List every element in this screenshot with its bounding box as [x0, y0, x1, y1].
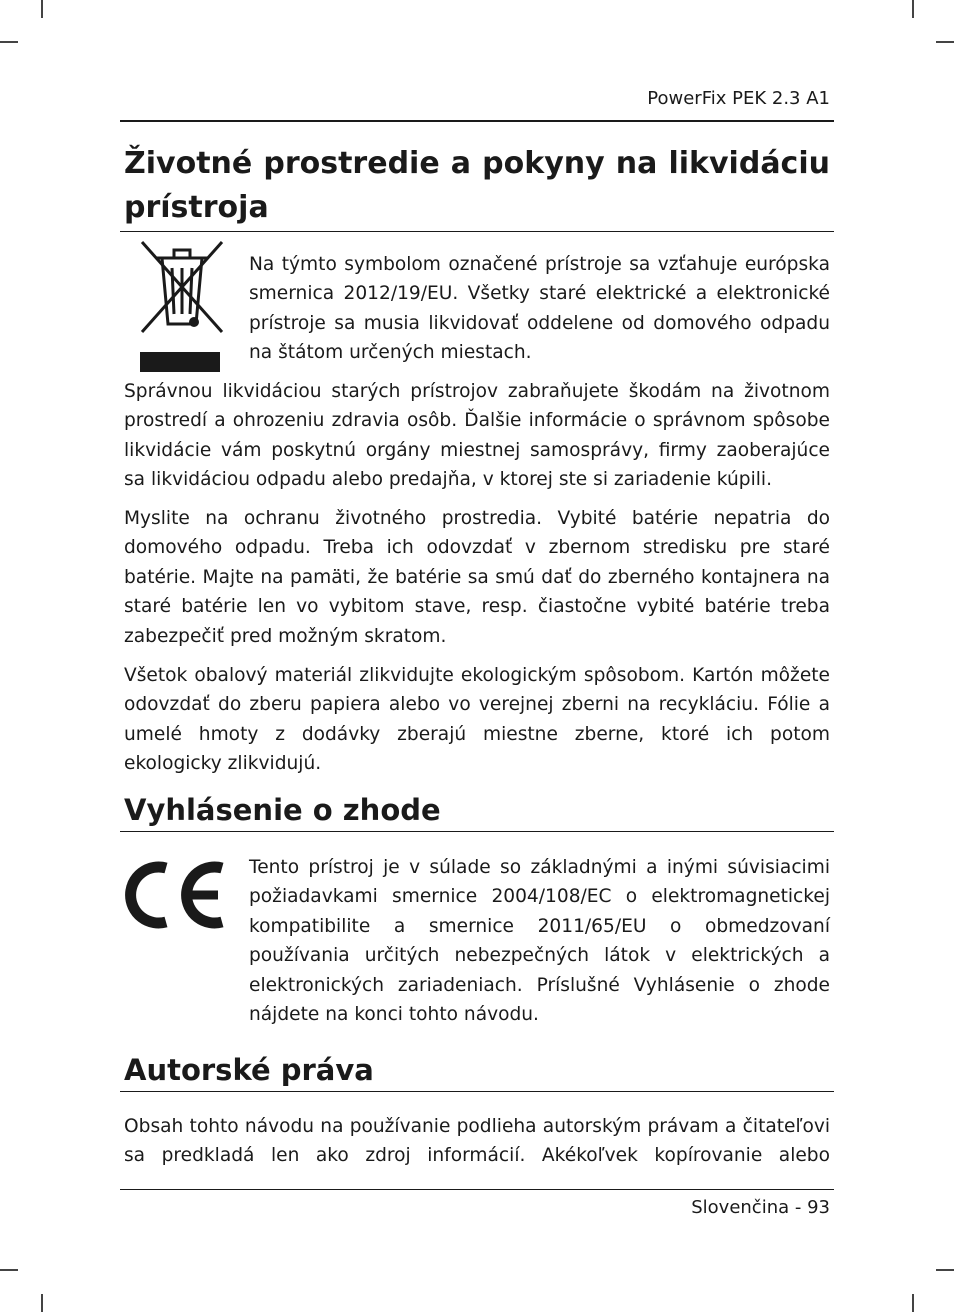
section-title-copyright: Autorské práva — [124, 1053, 374, 1087]
section-title-environment: Životné prostredie a pokyny na likvidáciu prístroja — [124, 146, 830, 225]
header-rule — [120, 120, 834, 122]
section-rule — [120, 231, 834, 232]
crop-mark — [41, 0, 43, 18]
footer-rule — [120, 1189, 834, 1190]
packaging-paragraph: Všetok obalový materiál zlikvidujte ekologickým spôsobom. Kartón môžete odovzdať do zberu papiera alebo vo verejnej zberni na recykláciu. Fólie a umelé hmoty z dodávky zberajú miestne zberne, ktoré ich potom ekologicky zlikvidujú. — [124, 665, 830, 775]
crop-mark — [0, 1269, 18, 1271]
copyright-paragraph: Obsah tohto návodu na používanie podlieha autorským právam a čitateľovi sa predkladá len ako zdroj informácií. Akékoľvek kopírovanie alebo — [124, 1116, 830, 1167]
crop-mark — [0, 41, 18, 43]
weee-paragraph: Na týmto symbolom označené prístroje sa vzťahuje európska smernica 2012/19/EU. Všetky staré elektrické a elektronické prístroje sa musia likvidovať oddelene od domového odpadu na štátom určených miestach. — [249, 254, 830, 364]
weee-crossed-bin-icon — [136, 238, 228, 374]
page-footer: Slovenčina - 93 — [691, 1197, 830, 1218]
crop-mark — [912, 1294, 914, 1312]
crop-mark — [936, 1269, 954, 1271]
section-rule — [120, 1091, 834, 1092]
ce-mark-icon — [124, 860, 228, 930]
section-rule — [120, 831, 834, 832]
disposal-paragraph: Správnou likvidáciou starých prístrojov zabraňujete škodám na životnom prostredí a ohrozeniu zdravia osôb. Ďalšie informácie o správnom spôsobe likvidácie vám poskytnú orgány miestnej samosprávy, firmy zaoberajúce sa likvidáciou odpadu alebo predajňa, v ktorej ste si zariadenie kúpili. — [124, 381, 830, 491]
crop-mark — [936, 41, 954, 43]
battery-paragraph: Myslite na ochranu životného prostredia. Vybité batérie nepatria do domového odpadu. Treba ich odovzdať v zbernom stredisku pre staré batérie. Majte na pamäti, že batérie sa smú dať do zberného kontajnera na staré batérie len vo vybitom stave, resp. čiastočne vybité batérie treba zabezpečiť pred možným skratom. — [124, 508, 830, 647]
crop-mark — [912, 0, 914, 18]
crop-mark — [41, 1294, 43, 1312]
conformity-paragraph: Tento prístroj je v súlade so základnými a inými súvisiacimi požiadavkami smernice 2004/108/EC o elektromagnetickej kompatibilite a smernice 2011/65/EU o obmedzovaní používania určitých nebezpečných látok v elektrických a elektronických zariadeniach. Príslušné Vyhlásenie o zhode nájdete na konci tohto návodu. — [249, 857, 830, 1026]
section-title-conformity: Vyhlásenie o zhode — [124, 793, 441, 827]
running-header: PowerFix PEK 2.3 A1 — [647, 88, 830, 109]
